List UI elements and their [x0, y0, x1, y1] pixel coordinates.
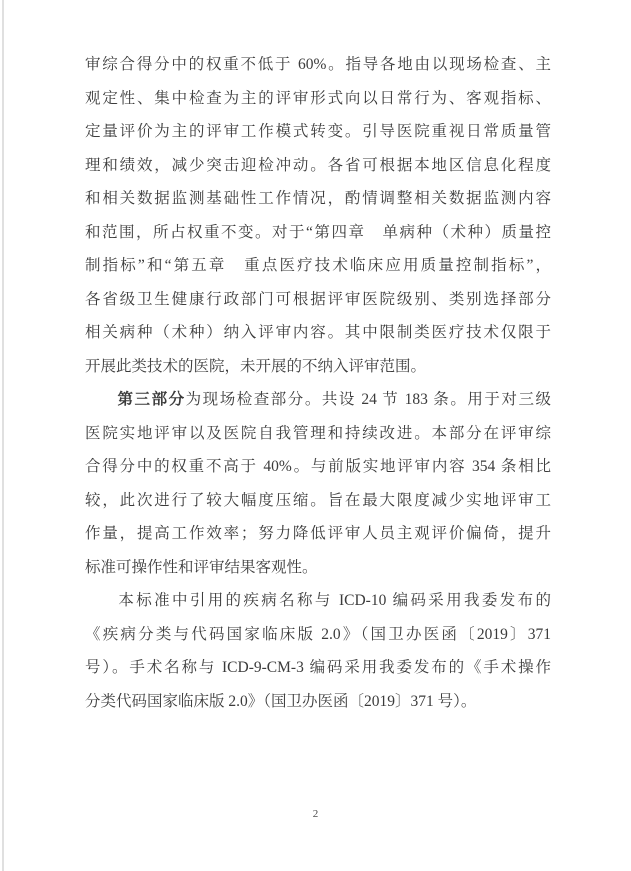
text-line: 标准可操作性和评审结果客观性。 [85, 558, 318, 576]
paragraph [85, 48, 551, 383]
text-line: 各省级卫生健康行政部门可根据评审医院级别、类别选择部分 [85, 290, 551, 308]
text-line: 作量，提高工作效率；努力降低评审人员主观评价偏倚，提升 [85, 525, 551, 542]
text-line: 《疾病分类与代码国家临床版 2.0》（国卫办医函〔2019〕371 [85, 625, 551, 643]
text-line: 号）。手术名称与 ICD-9-CM-3 编码采用我委发布的《手术操作 [85, 659, 551, 676]
page-text [85, 48, 551, 718]
text-line: 开展此类技术的医院，未开展的不纳入评审范围。 [85, 357, 427, 375]
text-line: 理和绩效，减少突击迎检冲动。各省可根据本地区信息化程度 [85, 156, 551, 174]
text-line: 相关病种（术种）纳入评审内容。其中限制类医疗技术仅限于 [85, 324, 551, 341]
text-line: 较，此次进行了较大幅度压缩。旨在最大限度减少实地评审工 [85, 491, 551, 509]
paragraph-indent [85, 403, 116, 404]
text-line: 分类代码国家临床版 2.0》（国卫办医函〔2019〕371 号）。 [85, 692, 477, 710]
text-line: 第三部分为现场检查部分。共设 24 节 183 条。用于对三级 [85, 383, 551, 417]
paragraph [85, 383, 551, 584]
text-line: 医院实地评审以及医院自我管理和持续改进。本部分在评审综 [85, 424, 551, 442]
page-number: 2 [312, 808, 319, 820]
text-line: 合得分中的权重不高于 40%。与前版实地评审内容 354 条相比 [85, 458, 551, 475]
paragraph-indent [85, 604, 116, 605]
paragraph [85, 584, 551, 718]
text-line: 和相关数据监测基础性工作情况，酌情调整相关数据监测内容 [85, 190, 551, 207]
text-line: 观定性、集中检查为主的评审形式向以日常行为、客观指标、 [85, 89, 551, 107]
bold-lead-text: 第三部分 [116, 391, 186, 408]
text-line: 和范围，所占权重不变。对于“第四章 单病种（术种）质量控 [85, 223, 551, 241]
page-left-edge [2, 0, 4, 871]
text-line: 本标准中引用的疾病名称与 ICD-10 编码采用我委发布的 [85, 584, 551, 618]
text-line: 定量评价为主的评审工作模式转变。引导医院重视日常质量管 [85, 123, 551, 140]
text-line: 制指标”和“第五章 重点医疗技术临床应用质量控制指标”， [85, 257, 551, 274]
text-line: 审综合得分中的权重不低于 60%。指导各地由以现场检查、主 [85, 56, 551, 73]
